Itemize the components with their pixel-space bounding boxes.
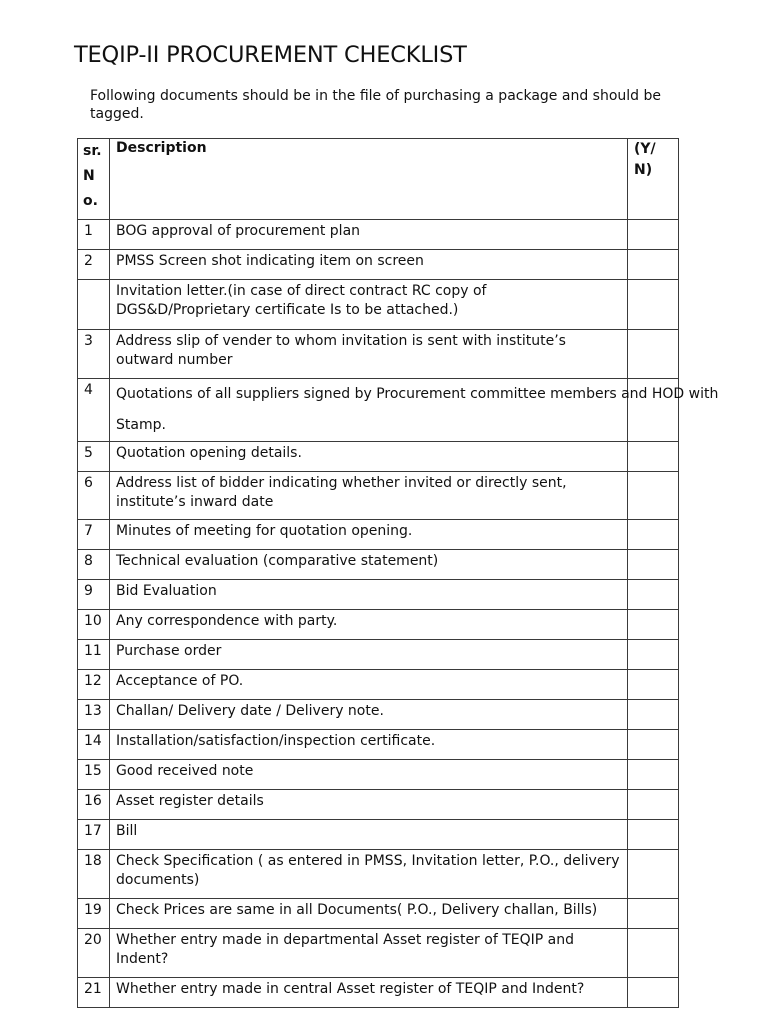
yn-checkbox-cell[interactable] — [628, 250, 679, 280]
description-cell: Acceptance of PO. — [110, 670, 628, 700]
yn-checkbox-cell[interactable] — [628, 520, 679, 550]
yn-checkbox-cell[interactable] — [628, 220, 679, 250]
yn-checkbox-cell[interactable] — [628, 929, 679, 978]
sr-header-line2: N — [83, 168, 95, 184]
description-cell: Challan/ Delivery date / Delivery note. — [110, 700, 628, 730]
description-cell: Purchase order — [110, 640, 628, 670]
sr-cell: 9 — [78, 580, 110, 610]
description-cell: Installation/satisfaction/inspection certificate. — [110, 730, 628, 760]
table-header-row — [78, 139, 679, 220]
sr-header-line3: o. — [83, 193, 98, 209]
page-title: TEQIP-II PROCUREMENT CHECKLIST — [74, 42, 467, 68]
yn-checkbox-cell[interactable] — [628, 850, 679, 899]
sr-cell: 1 — [78, 220, 110, 250]
yn-checkbox-cell[interactable] — [628, 700, 679, 730]
yn-checkbox-cell[interactable] — [628, 280, 679, 330]
yn-checkbox-cell[interactable] — [628, 899, 679, 929]
table-row — [78, 820, 679, 850]
sr-cell: 11 — [78, 640, 110, 670]
yn-checkbox-cell[interactable] — [628, 580, 679, 610]
description-cell: Address list of bidder indicating whether invited or directly sent, institute’s inward date — [110, 472, 628, 520]
table-row — [78, 442, 679, 472]
table-row — [78, 640, 679, 670]
description-cell — [110, 379, 719, 442]
table-row — [78, 610, 679, 640]
description-cell: Bid Evaluation — [110, 580, 628, 610]
sr-cell: 14 — [78, 730, 110, 760]
description-cell: Asset register details — [110, 790, 628, 820]
sr-no-header — [78, 139, 110, 220]
sr-cell: 12 — [78, 670, 110, 700]
sr-cell: 13 — [78, 700, 110, 730]
table-row — [78, 700, 679, 730]
sr-cell — [78, 280, 110, 330]
description-cell: Minutes of meeting for quotation opening. — [110, 520, 628, 550]
sr-cell: 5 — [78, 442, 110, 472]
sr-cell: 21 — [78, 978, 110, 1008]
sr-cell: 7 — [78, 520, 110, 550]
sr-cell: 6 — [78, 472, 110, 520]
sr-cell: 20 — [78, 929, 110, 978]
description-cell: Quotation opening details. — [110, 442, 628, 472]
description-cell: Address slip of vender to whom invitation is sent with institute’s outward number — [110, 330, 628, 379]
table-row — [78, 978, 679, 1008]
description-cell: Technical evaluation (comparative statement) — [110, 550, 628, 580]
table-row — [78, 899, 679, 929]
sr-cell: 15 — [78, 760, 110, 790]
table-row — [78, 850, 679, 899]
sr-cell: 3 — [78, 330, 110, 379]
sr-header-line1: sr. — [83, 143, 102, 159]
yn-checkbox-cell[interactable] — [628, 442, 679, 472]
table-row — [78, 580, 679, 610]
description-cell: Invitation letter.(in case of direct contract RC copy of DGS&D/Proprietary certificate Is to be attached.) — [110, 280, 628, 330]
description-line: Stamp. — [116, 417, 166, 433]
yn-checkbox-cell[interactable] — [628, 330, 679, 379]
yn-checkbox-cell[interactable] — [628, 978, 679, 1008]
table-row — [78, 929, 679, 978]
table-row — [78, 330, 679, 379]
table-row — [78, 250, 679, 280]
description-cell: Whether entry made in departmental Asset register of TEQIP and Indent? — [110, 929, 628, 978]
yn-checkbox-cell[interactable] — [628, 790, 679, 820]
sr-cell: 8 — [78, 550, 110, 580]
description-cell: Good received note — [110, 760, 628, 790]
sr-cell: 19 — [78, 899, 110, 929]
sr-cell: 2 — [78, 250, 110, 280]
description-cell: BOG approval of procurement plan — [110, 220, 628, 250]
yn-checkbox-cell[interactable] — [628, 670, 679, 700]
checklist-table — [77, 138, 719, 1008]
table-row — [78, 760, 679, 790]
yn-header — [628, 139, 679, 220]
yn-checkbox-cell[interactable] — [628, 472, 679, 520]
yn-checkbox-cell[interactable] — [628, 640, 679, 670]
table-row — [78, 472, 679, 520]
table-row — [78, 220, 679, 250]
yn-header-line2: N) — [634, 162, 653, 178]
description-cell: Check Specification ( as entered in PMSS, Invitation letter, P.O., delivery documents) — [110, 850, 628, 899]
yn-checkbox-cell[interactable] — [628, 550, 679, 580]
sr-cell: 4 — [78, 379, 110, 442]
description-cell: Check Prices are same in all Documents( P.O., Delivery challan, Bills) — [110, 899, 628, 929]
sr-cell: 18 — [78, 850, 110, 899]
yn-checkbox-cell[interactable] — [628, 820, 679, 850]
table-row — [78, 730, 679, 760]
yn-checkbox-cell[interactable] — [628, 610, 679, 640]
sr-cell: 10 — [78, 610, 110, 640]
yn-header-line1: (Y/ — [634, 141, 656, 157]
table-row — [78, 670, 679, 700]
sr-cell: 17 — [78, 820, 110, 850]
sr-cell: 16 — [78, 790, 110, 820]
table-row — [78, 520, 679, 550]
description-header-label: Description — [116, 140, 207, 156]
table-row — [78, 790, 679, 820]
table-row — [78, 550, 679, 580]
description-cell: Whether entry made in central Asset register of TEQIP and Indent? — [110, 978, 628, 1008]
description-cell: Any correspondence with party. — [110, 610, 628, 640]
intro-text: Following documents should be in the file of purchasing a package and should be tagged. — [90, 88, 661, 122]
table-row — [78, 280, 679, 330]
description-cell: PMSS Screen shot indicating item on screen — [110, 250, 628, 280]
description-line: Quotations of all suppliers signed by Procurement committee members and HOD with — [116, 386, 719, 402]
description-cell: Bill — [110, 820, 628, 850]
description-header — [110, 139, 628, 220]
table-row — [78, 379, 679, 442]
yn-checkbox-cell[interactable] — [628, 760, 679, 790]
yn-checkbox-cell[interactable] — [628, 730, 679, 760]
